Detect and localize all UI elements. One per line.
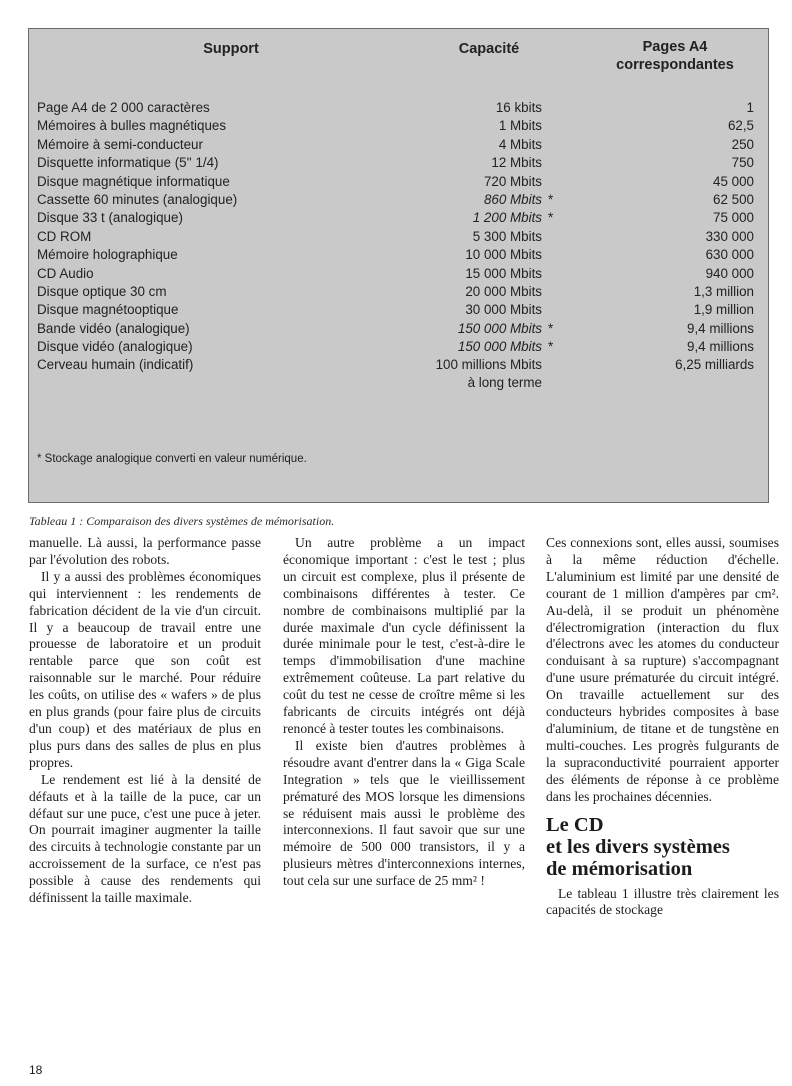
- paragraph: Il existe bien d'autres problèmes à résoudre avant d'entrer dans la « Giga Scale Integration » tels que le vieillissement prématuré des MOS lorsque les dimensions se réduisent mais aussi le problème des interconnexions. Il faut savoir que sur une mémoire de 500 000 transistors, il y a plusieurs mètres d'interconnexions internes, tout cela sur une surface de 25 mm² !: [283, 737, 525, 889]
- page-number: 18: [29, 1063, 43, 1077]
- row-capacity: 150 000 Mbits: [457, 320, 542, 336]
- row-capacity: 30 000 Mbits: [465, 302, 542, 318]
- table-row: [29, 191, 768, 209]
- table-row: [29, 173, 768, 191]
- capacity-table: [28, 28, 769, 503]
- row-capacity: 720 Mbits: [483, 173, 542, 189]
- table-footnote: * Stockage analogique converti en valeur numérique.: [37, 453, 307, 465]
- table-row: [29, 320, 768, 338]
- row-analog-mark: *: [548, 191, 554, 207]
- row-pages: 1,9 million: [693, 302, 754, 318]
- row-support: CD Audio: [37, 265, 94, 281]
- row-support: Bande vidéo (analogique): [37, 320, 190, 336]
- table-row: [29, 301, 768, 319]
- section-heading-line: de mémorisation: [546, 857, 693, 880]
- row-analog-mark: *: [548, 320, 554, 336]
- row-capacity: 860 Mbits: [483, 191, 542, 207]
- row-pages: 62,5: [727, 118, 754, 134]
- row-pages: 940 000: [705, 265, 754, 281]
- row-pages: 9,4 millions: [687, 320, 754, 336]
- row-capacity: 15 000 Mbits: [465, 265, 542, 281]
- row-capacity: 1 200 Mbits: [472, 210, 542, 226]
- row-pages: 250: [731, 136, 754, 152]
- row-capacity: 16 kbits: [495, 100, 542, 115]
- table-caption: Tableau 1 : Comparaison des divers systèmes de mémorisation.: [29, 514, 335, 528]
- row-support: Cerveau humain (indicatif): [37, 357, 194, 373]
- row-pages: 75 000: [713, 210, 754, 226]
- capacity-extra-note: à long terme: [467, 375, 542, 390]
- paragraph: manuelle. Là aussi, la performance passe par l'évolution des robots.: [29, 535, 261, 567]
- row-pages: 750: [731, 155, 754, 171]
- table-row: [29, 228, 768, 246]
- row-pages: 1,3 million: [693, 283, 754, 299]
- section-heading-line: Le CD: [546, 813, 604, 836]
- table-row: [29, 99, 768, 117]
- table-row: [29, 154, 768, 172]
- header-support: Support: [203, 41, 259, 57]
- table-row: [29, 356, 768, 374]
- row-support: Disque magnétique informatique: [37, 173, 230, 189]
- row-capacity: 20 000 Mbits: [465, 283, 542, 299]
- row-support: CD ROM: [37, 228, 92, 244]
- paragraph: Ces connexions sont, elles aussi, soumises à la même réduction d'échelle. L'aluminium est limité par une densité de courant de 1 million d'ampères par cm². Au-delà, il se produit un phénomène d'électromigration (interaction du flux d'électrons avec les atomes du conducteur conduisant à sa rupture) s'accompagnant d'une usure prématurée du circuit intégré. On travaille actuellement sur des conducteurs hybrides composites à base d'aluminium, de titane et de tungstène en multi-couches. Les progrès fulgurants de la supraconductivité pourraient apporter des éléments de réponse à ce problème dans les prochaines décennies.: [546, 535, 779, 804]
- row-support: Mémoire à semi-conducteur: [37, 136, 203, 152]
- row-capacity: 150 000 Mbits: [457, 339, 542, 355]
- text-column-3: [546, 535, 779, 919]
- row-support: Cassette 60 minutes (analogique): [37, 191, 238, 207]
- row-support: Page A4 de 2 000 caractères: [37, 100, 210, 115]
- paragraph: Un autre problème a un impact économique important : c'est le test ; plus un circuit est complexe, plus il présente de combinaisons différentes à tester. Ce nombre de combinaisons multiplié par la durée maximale d'un cycle définissent la durée minimale pour le test, c'est-à-dire le temps d'immobilisation d'une machine extrêmement coûteuse. La part relative du coût du test ne cesse de croître même si les fabricants de circuits intégrés ont déjà renoncé à tester toutes les combinaisons.: [283, 535, 525, 736]
- paragraph: Il y a aussi des problèmes économiques qui interviennent : les rendements de fabrication décident de la vie d'un circuit. Il y a beaucoup de travail entre une prouesse de laboratoire et un produit rentable parce que son coût est raisonnable sur le marché. Pour réduire les coûts, on utilise des « wafers » de plus en plus grands (pour faire plus de circuits d'un coup) et des matériaux de plus en plus purs dans des salles de plus en plus propres.: [29, 568, 261, 770]
- row-capacity: 100 millions Mbits: [435, 357, 542, 373]
- header-pages: [595, 38, 755, 74]
- row-pages: 630 000: [705, 247, 754, 263]
- row-pages: 1: [746, 100, 754, 115]
- section-heading: [546, 814, 779, 880]
- row-support: Disquette informatique (5'' 1/4): [37, 155, 219, 171]
- row-capacity: 4 Mbits: [498, 136, 542, 152]
- row-capacity: 1 Mbits: [498, 118, 542, 134]
- text-column-1: [29, 535, 261, 907]
- table-row: [29, 283, 768, 301]
- row-support: Disque 33 t (analogique): [37, 210, 183, 226]
- row-pages: 9,4 millions: [687, 339, 754, 355]
- row-support: Mémoires à bulles magnétiques: [37, 118, 227, 134]
- row-analog-mark: *: [548, 339, 554, 355]
- paragraph: Le tableau 1 illustre très clairement les capacités de stockage: [546, 885, 779, 918]
- row-analog-mark: *: [548, 210, 554, 226]
- row-pages: 62 500: [713, 191, 754, 207]
- header-capacity: Capacité: [458, 41, 520, 57]
- header-pages-line1: Pages A4: [642, 39, 708, 55]
- row-pages: 330 000: [705, 228, 754, 244]
- table-row: [29, 338, 768, 356]
- row-support: Disque optique 30 cm: [37, 283, 167, 299]
- row-capacity: 5 300 Mbits: [472, 228, 542, 244]
- table-row: [29, 265, 768, 283]
- row-support: Mémoire holographique: [37, 247, 178, 263]
- table-row: [29, 246, 768, 264]
- row-support: Disque magnétooptique: [37, 302, 179, 318]
- table-row: [29, 117, 768, 135]
- row-pages: 6,25 milliards: [675, 357, 754, 373]
- table-row: [29, 136, 768, 154]
- row-pages: 45 000: [713, 173, 754, 189]
- paragraph: Le rendement est lié à la densité de défauts et à la taille de la puce, car un défaut sur une puce, c'est une puce à jeter. On pourrait imaginer augmenter la taille des circuits à technologie constante par un accroissement de la surface, ce n'est pas possible à cause des rendements qui définissent la taille maximale.: [29, 771, 261, 906]
- header-pages-line2: correspondantes: [616, 57, 734, 73]
- table-body: [29, 99, 768, 375]
- section-heading-line: et les divers systèmes: [546, 835, 730, 858]
- row-capacity: 12 Mbits: [491, 155, 542, 171]
- text-column-2: [283, 535, 525, 890]
- row-support: Disque vidéo (analogique): [37, 339, 193, 355]
- row-capacity: 10 000 Mbits: [465, 247, 542, 263]
- table-row: [29, 209, 768, 227]
